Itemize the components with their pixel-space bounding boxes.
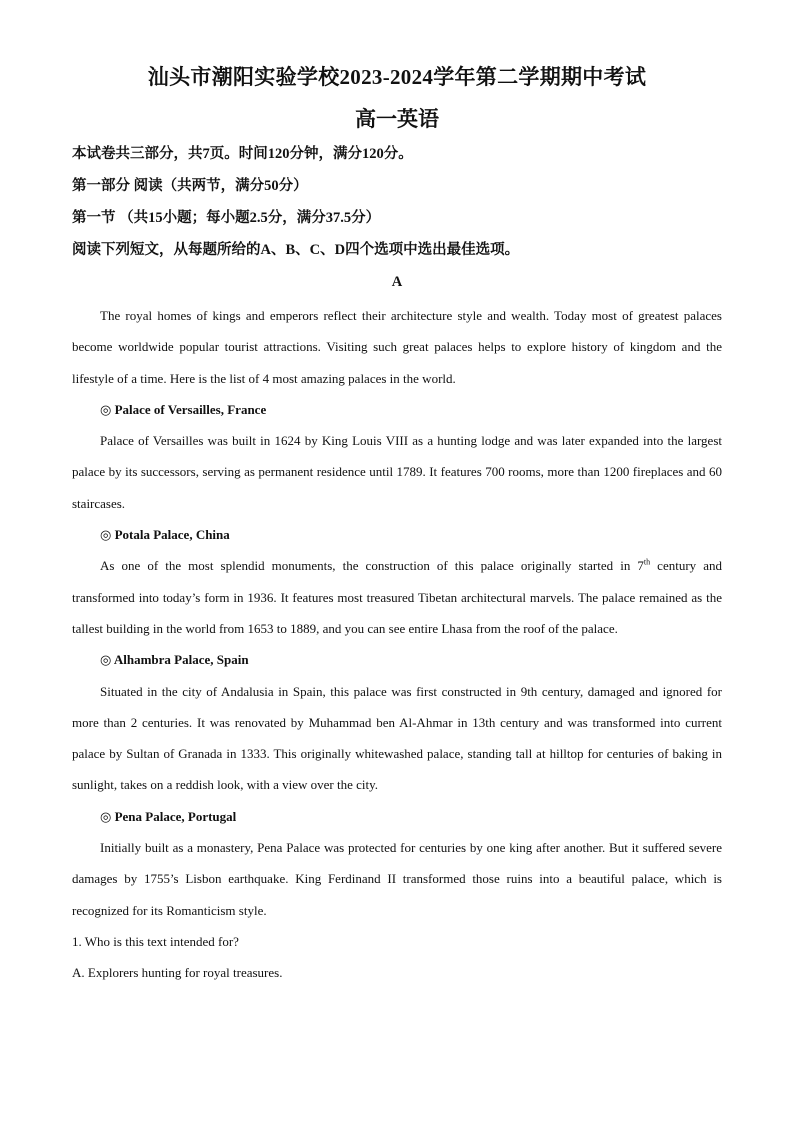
palace-heading-potala: ◎ Potala Palace, China (100, 527, 230, 543)
part-heading: 第一部分 阅读（共两节，满分50分） (72, 178, 308, 194)
question-option-a: A. Explorers hunting for royal treasures. (72, 965, 283, 981)
palace-heading-pena: ◎ Pena Palace, Portugal (100, 808, 237, 824)
section-heading: 第一节 （共15小题；每小题2.5分，满分37.5分） (72, 210, 381, 226)
potala-text-part1: As one of the most splendid monuments, the construction of this palace originally started in 7 (100, 558, 644, 574)
palace-text-alhambra: Situated in the city of Andalusia in Spain, this palace was first constructed in 9th century, damaged and ignored for more than 2 centuries. It was renovated by Muhammad ben Al-Ahmar in 13th century and was transformed into current palace by Sultan of Granada in 1333. This originally whitewashed palace, standing tall at hilltop for centuries of baking in sunlight, takes on a reddish look, with a view over the city. (72, 683, 722, 793)
passage-letter: A (391, 274, 403, 290)
exam-info: 本试卷共三部分，共7页。时间120分钟，满分120分。 (72, 146, 413, 162)
palace-heading-alhambra: ◎ Alhambra Palace, Spain (100, 652, 249, 668)
exam-title: 汕头市潮阳实验学校2023-2024学年第二学期期中考试 (147, 65, 647, 89)
exam-subject: 高一英语 (355, 107, 439, 131)
palace-heading-versailles: ◎ Palace of Versailles, France (100, 401, 267, 417)
reading-direction: 阅读下列短文，从每题所给的A、B、C、D四个选项中选出最佳选项。 (72, 242, 520, 258)
palace-text-potala (72, 550, 722, 644)
palace-text-versailles: Palace of Versailles was built in 1624 by King Louis VIII as a hunting lodge and was later expanded into the largest palace by its successors, serving as permanent residence until 1789. It features 700 rooms, more than 1200 fireplaces and 60 staircases. (72, 433, 722, 511)
potala-text-superscript: th (643, 558, 651, 568)
potala-text-part2: century and transformed into today’s form in 1936. It features most treasured Tibetan architectural marvels. The palace remained as the tallest building in the world from 1653 to 1889, and you can see entire Lhasa from the roof of the palace. (72, 558, 722, 636)
passage-intro: The royal homes of kings and emperors reflect their architecture style and wealth. Today most of greatest palaces become worldwide popular tourist attractions. Visiting such great palaces helps to explore history of kingdom and the lifestyle of a time. Here is the list of 4 most amazing palaces in the world. (72, 308, 722, 386)
question-stem: 1. Who is this text intended for? (72, 933, 239, 949)
palace-text-pena: Initially built as a monastery, Pena Palace was protected for centuries by one king after another. But it suffered severe damages by 1755’s Lisbon earthquake. King Ferdinand II transformed those ruins into a beautiful palace, which is recognized for its Romanticism style. (72, 840, 722, 918)
